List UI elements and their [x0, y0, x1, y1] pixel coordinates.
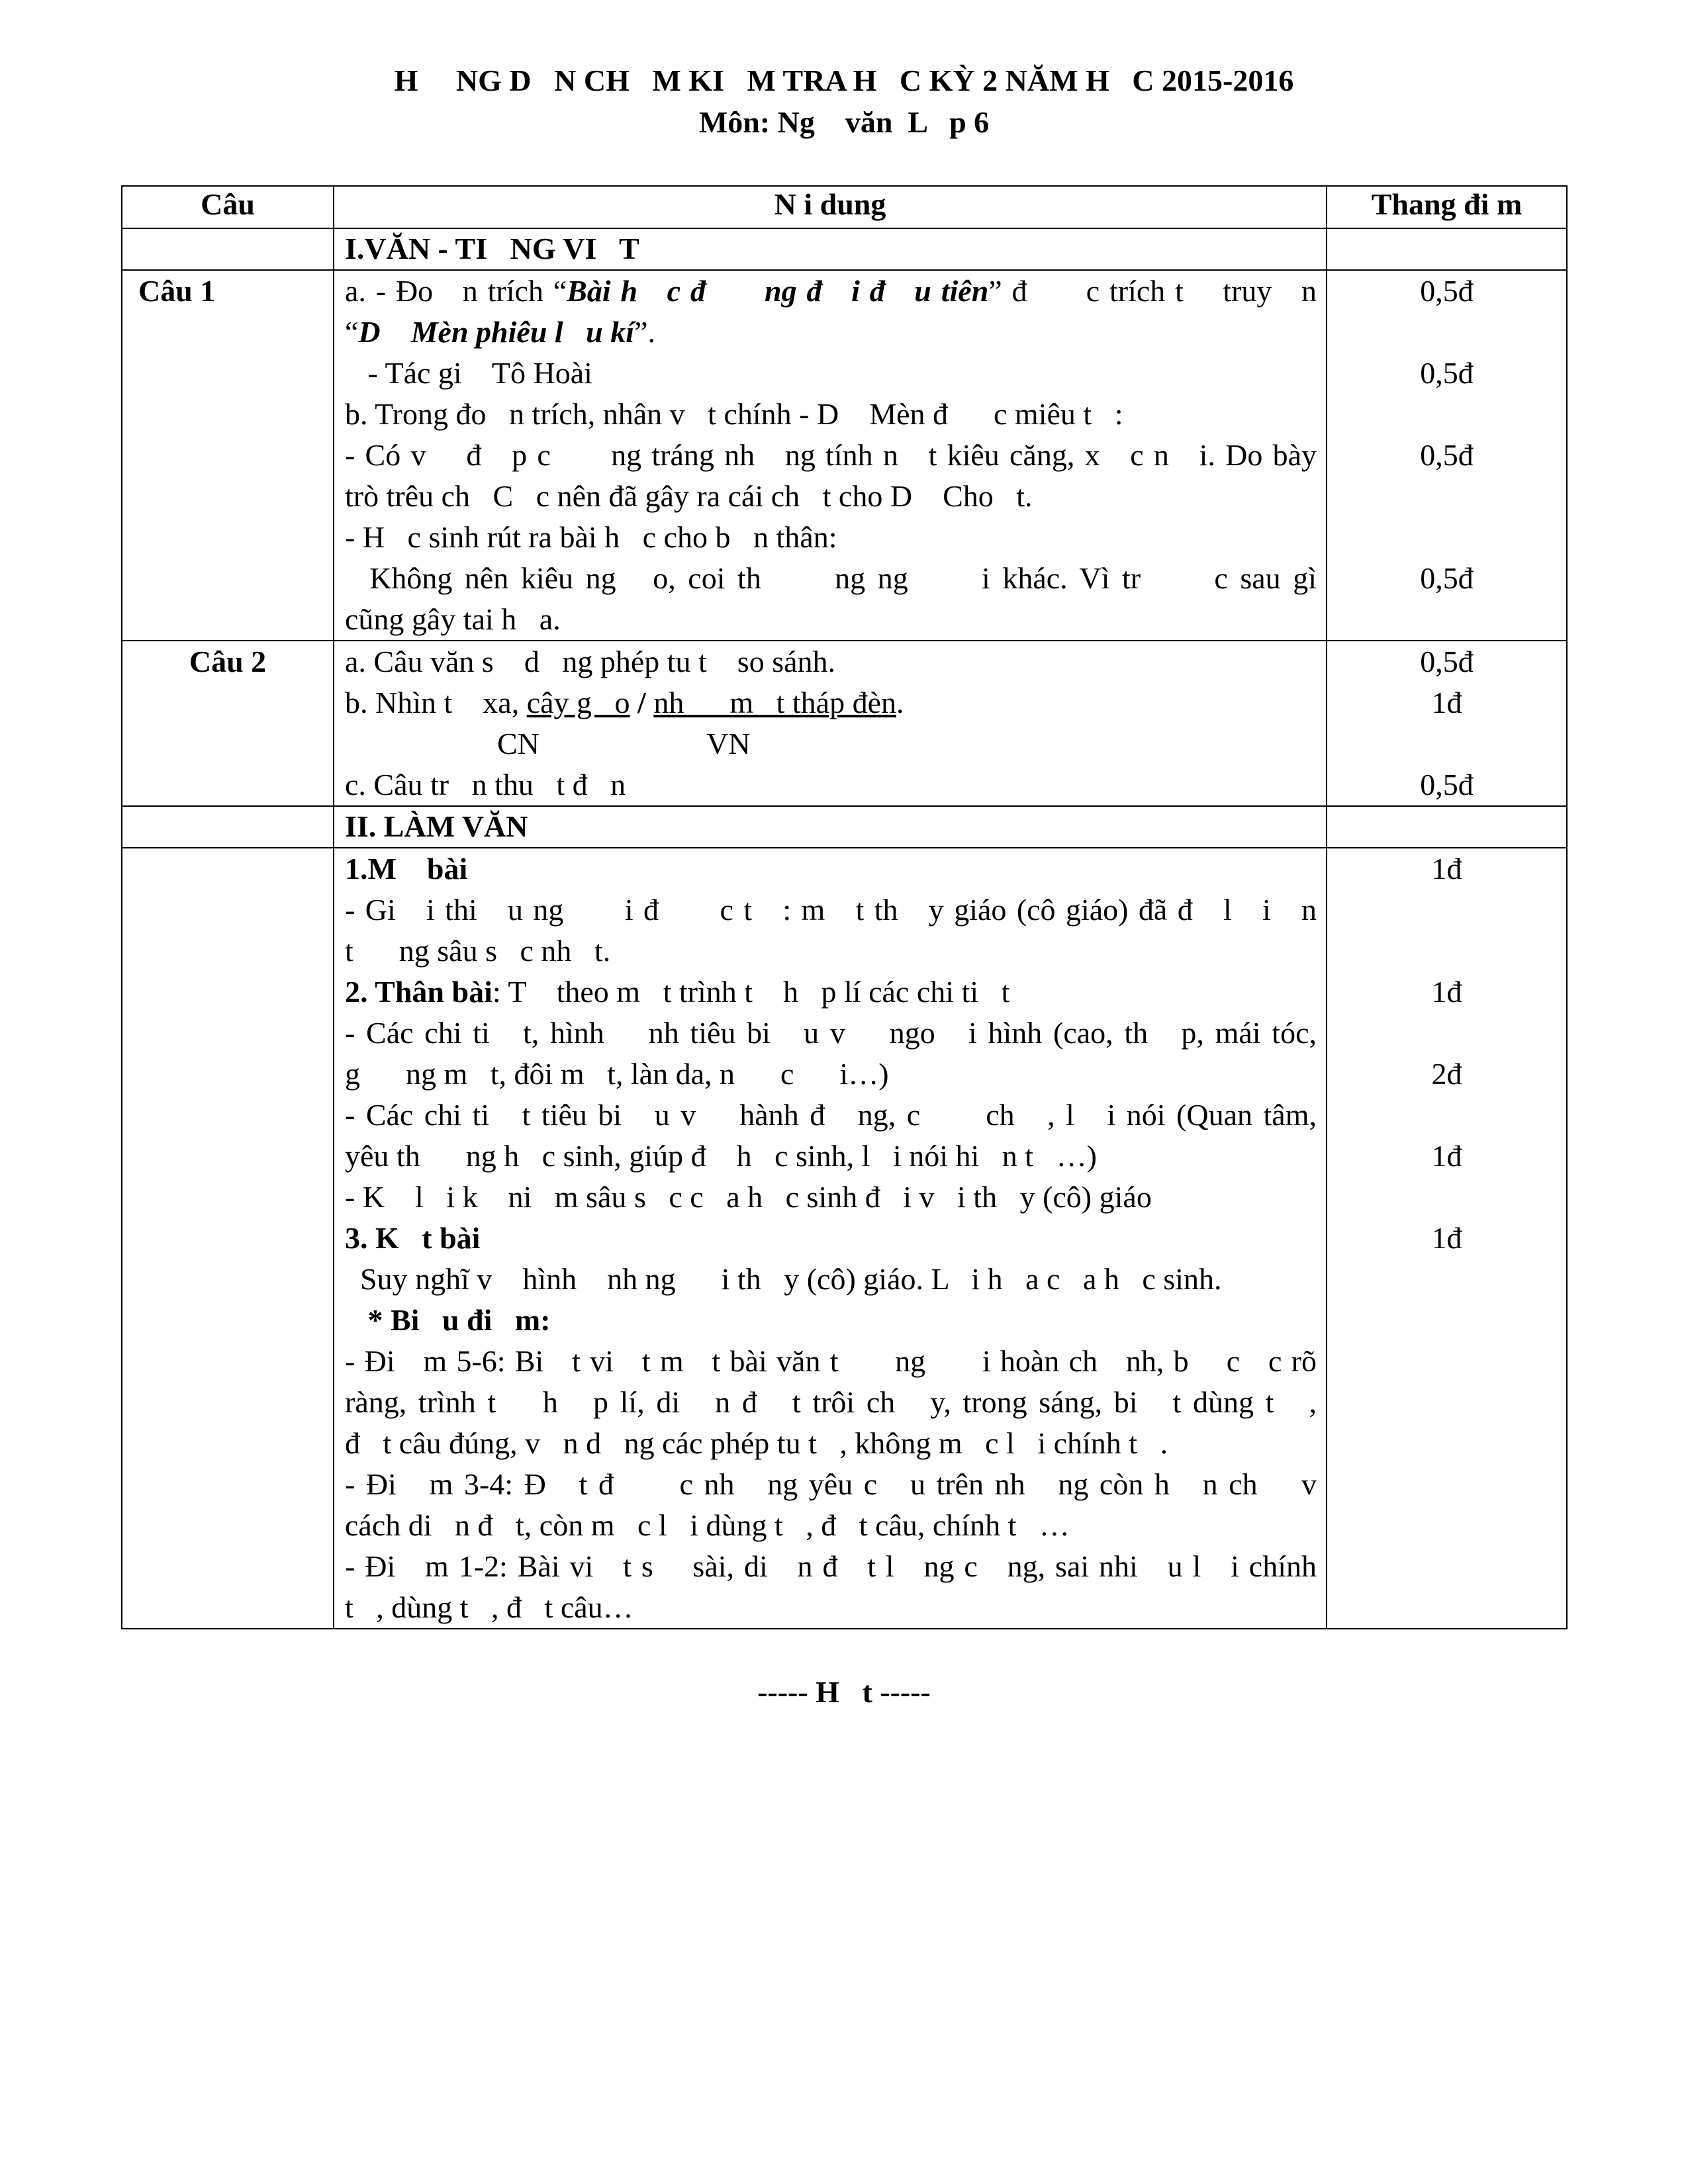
q1-line: - H c sinh rút ra bài h c cho b n thân:: [345, 520, 837, 554]
rubric-line: đ t câu đúng, v n d ng các phép tu t , không m c l i chính t .: [345, 1426, 1168, 1460]
score-value: 0,5đ: [1420, 274, 1474, 308]
score-value: 1đ: [1431, 852, 1462, 886]
question-2-scores: [1327, 641, 1567, 806]
rubric-line: cách di n đ t, còn m c l i dùng t , đ t câu, chính t …: [345, 1508, 1070, 1542]
q1-line: Không nên kiêu ng o, coi th ng ng i khác. Vì tr c sau gì: [345, 561, 1317, 595]
section-row-writing: [122, 806, 1567, 848]
score-value: 2đ: [1431, 1057, 1462, 1091]
score-value: 1đ: [1431, 1221, 1462, 1255]
score-value: 0,5đ: [1420, 438, 1474, 472]
essay-row: [122, 848, 1567, 1629]
essay-line: yêu th ng h c sinh, giúp đ h c sinh, l i nói hi n t …): [345, 1139, 1097, 1173]
score-value: 0,5đ: [1420, 356, 1474, 390]
score-value: 1đ: [1431, 686, 1462, 719]
q1-line: - Có v đ p c ng tráng nh ng tính n t kiêu căng, x c n i. Do bày: [345, 438, 1317, 472]
grading-table: [121, 185, 1568, 1629]
section-title-reading: I.VĂN - TI NG VI T: [345, 232, 639, 265]
section-title-writing: II. LÀM VĂN: [345, 809, 528, 843]
essay-line: - Gi i thi u ng i đ c t : m t th y giáo (cô giáo) đã đ l i n: [345, 893, 1317, 927]
essay-heading-intro: 1.M bài: [345, 852, 468, 886]
q1-line: a. - Đo n trích “Bài h c đ ng đ i đ u tiên” đ c trích t truy n: [345, 274, 1317, 308]
essay-heading-body: 2. Thân bài: T theo m t trình t h p lí các chi ti t: [345, 975, 1010, 1009]
score-value: 1đ: [1431, 1139, 1462, 1173]
q1-line: b. Trong đo n trích, nhân v t chính - D Mèn đ c miêu t :: [345, 397, 1123, 431]
essay-line: Suy nghĩ v hình nh ng i th y (cô) giáo. L i h a c a h c sinh.: [345, 1262, 1222, 1296]
rubric-line: - Đi m 3-4: Đ t đ c nh ng yêu c u trên nh ng còn h n ch v: [345, 1467, 1317, 1501]
document-end-marker: ----- H t -----: [757, 1675, 931, 1709]
header-content: N i dung: [334, 186, 1327, 228]
question-1-content: [334, 270, 1327, 641]
rubric-line: ràng, trình t h p lí, di n đ t trôi ch y, trong sáng, bi t dùng t ,: [345, 1385, 1317, 1419]
score-value: 0,5đ: [1420, 768, 1474, 801]
q2-line: CN VN: [345, 727, 751, 760]
q1-line: - Tác gi Tô Hoài: [345, 356, 592, 390]
q2-line: a. Câu văn s d ng phép tu t so sánh.: [345, 645, 836, 678]
rubric-line: - Đi m 5-6: Bi t vi t m t bài văn t ng i hoàn ch nh, b c c rõ: [345, 1344, 1317, 1378]
scoring-rubric-heading: * Bi u đi m:: [345, 1303, 551, 1337]
q2-line: b. Nhìn t xa, cây g o / nh m t tháp đèn.: [345, 686, 904, 719]
essay-line: g ng m t, đôi m t, làn da, n c i…): [345, 1057, 889, 1091]
section-row-reading: [122, 228, 1567, 270]
score-value: 0,5đ: [1420, 645, 1474, 678]
question-2-content: [334, 641, 1327, 806]
rubric-line: - Đi m 1-2: Bài vi t s sài, di n đ t l ng c ng, sai nhi u l i chính: [345, 1549, 1317, 1583]
header-question: Câu: [122, 186, 334, 228]
essay-scores: [1327, 848, 1567, 1629]
question-1-row: [122, 270, 1567, 641]
question-1-scores: [1327, 270, 1567, 641]
q1-line: cũng gây tai h a.: [345, 602, 561, 636]
header-score: Thang đi m: [1327, 186, 1567, 228]
rubric-line: t , dùng t , đ t câu…: [345, 1590, 633, 1624]
q1-line: trò trêu ch C c nên đã gây ra cái ch t cho D Cho t.: [345, 479, 1033, 513]
question-2-row: [122, 641, 1567, 806]
score-value: 0,5đ: [1420, 561, 1474, 595]
question-1-label: Câu 1: [138, 274, 216, 308]
table-header-row: [122, 186, 1567, 228]
essay-content: [334, 848, 1327, 1629]
document-title: H NG D N CH M KI M TRA H C KỲ 2 NĂM H C 2015-2016: [394, 64, 1294, 97]
essay-line: - K l i k ni m sâu s c c a h c sinh đ i v i th y (cô) giáo: [345, 1180, 1152, 1214]
document-subtitle: Môn: Ng văn L p 6: [698, 105, 990, 139]
essay-heading-conclusion: 3. K t bài: [345, 1221, 481, 1255]
q1-line: “D Mèn phiêu l u kí”.: [345, 315, 655, 349]
essay-line: t ng sâu s c nh t.: [345, 934, 611, 968]
score-value: 1đ: [1431, 975, 1462, 1009]
question-2-label: Câu 2: [189, 645, 267, 678]
essay-line: - Các chi ti t tiêu bi u v hành đ ng, c ch , l i nói (Quan tâm,: [345, 1098, 1317, 1132]
q2-line: c. Câu tr n thu t đ n: [345, 768, 626, 801]
essay-line: - Các chi ti t, hình nh tiêu bi u v ngo i hình (cao, th p, mái tóc,: [345, 1016, 1317, 1050]
